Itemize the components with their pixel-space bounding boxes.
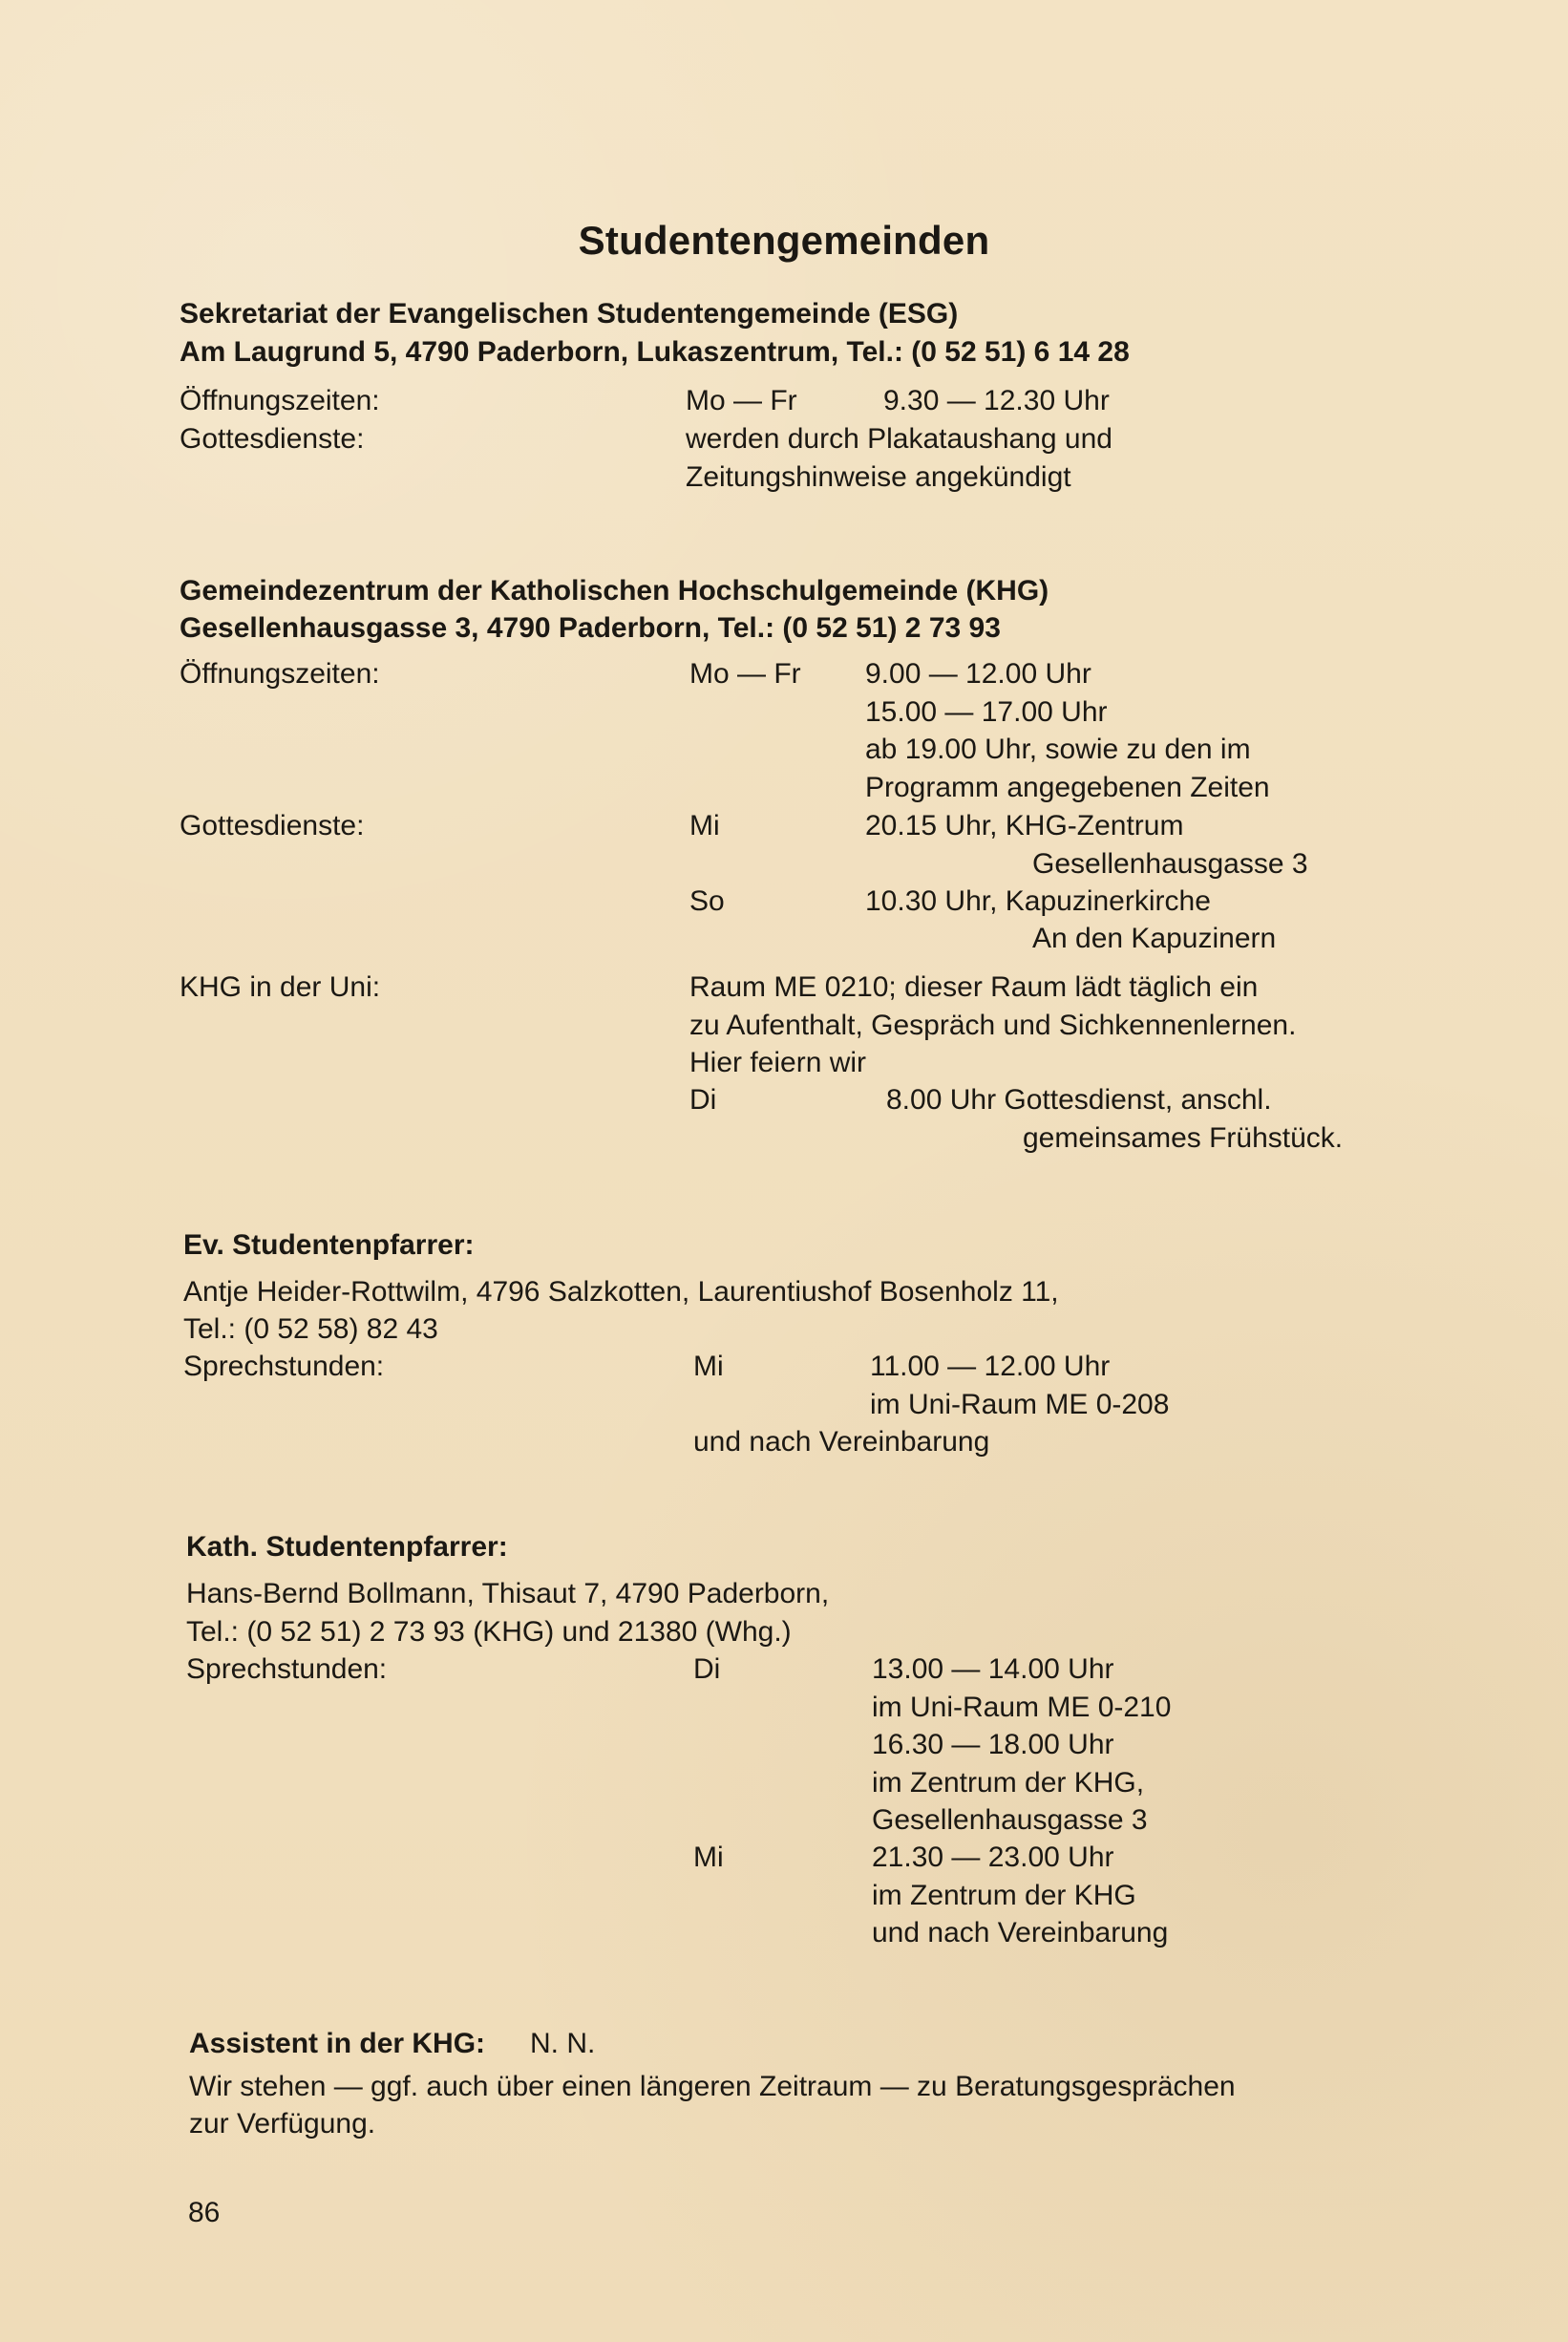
assistant-label: Assistent in der KHG:: [189, 2028, 486, 2059]
khg-uni-text-2: zu Aufenthalt, Gespräch und Sichkennenlernen.: [689, 1010, 1297, 1041]
esg-services-text-2: Zeitungshinweise angekündigt: [686, 461, 1071, 493]
khg-opening-hours-1: 9.00 — 12.00 Uhr: [865, 658, 1091, 690]
khg-opening-hours-4: Programm angegebenen Zeiten: [865, 772, 1270, 803]
esg-services-label: Gottesdienste:: [180, 423, 365, 455]
page-number: 86: [188, 2197, 221, 2228]
kath-pastor-time-1: 13.00 — 14.00 Uhr: [872, 1653, 1114, 1685]
assistant-text-2: zur Verfügung.: [189, 2108, 376, 2140]
kath-pastor-time-3: 21.30 — 23.00 Uhr: [872, 1842, 1114, 1873]
khg-uni-text-1: Raum ME 0210; dieser Raum lädt täglich ein: [689, 971, 1259, 1003]
page-title: Studentengemeinden: [578, 218, 990, 263]
kath-pastor-heading: Kath. Studentenpfarrer:: [186, 1531, 508, 1563]
khg-opening-hours-2: 15.00 — 17.00 Uhr: [865, 696, 1108, 728]
esg-heading-line2: Am Laugrund 5, 4790 Paderborn, Lukaszentrum, Tel.: (0 52 51) 6 14 28: [180, 336, 1130, 368]
kath-pastor-place-2: im Zentrum der KHG,: [872, 1767, 1145, 1799]
kath-pastor-hours-label: Sprechstunden:: [186, 1653, 388, 1685]
khg-opening-days: Mo — Fr: [689, 658, 801, 690]
esg-services-text-1: werden durch Plakataushang und: [686, 423, 1112, 455]
khg-uni-time-2: gemeinsames Frühstück.: [1023, 1122, 1344, 1154]
kath-pastor-place-1: im Uni-Raum ME 0-210: [872, 1692, 1172, 1723]
ev-pastor-hours-time: 11.00 — 12.00 Uhr: [870, 1351, 1111, 1382]
khg-uni-time: 8.00 Uhr Gottesdienst, anschl.: [886, 1084, 1272, 1116]
khg-services-time-1: 20.15 Uhr, KHG-Zentrum: [865, 810, 1184, 841]
assistant-value: N. N.: [530, 2028, 596, 2059]
kath-pastor-phone: Tel.: (0 52 51) 2 73 93 (KHG) und 21380 (Whg.): [186, 1616, 792, 1648]
kath-pastor-day-1: Di: [693, 1653, 721, 1685]
kath-pastor-name-address: Hans-Bernd Bollmann, Thisaut 7, 4790 Paderborn,: [186, 1578, 830, 1609]
kath-pastor-place-3: Gesellenhausgasse 3: [872, 1804, 1148, 1836]
assistant-text-1: Wir stehen — ggf. auch über einen längeren Zeitraum — zu Beratungsgesprächen: [189, 2071, 1236, 2102]
khg-services-day-2: So: [689, 885, 725, 917]
khg-services-day-1: Mi: [689, 810, 720, 841]
khg-heading-line1: Gemeindezentrum der Katholischen Hochschulgemeinde (KHG): [180, 575, 1049, 607]
ev-pastor-name-address: Antje Heider-Rottwilm, 4796 Salzkotten, Laurentiushof Bosenholz 11,: [183, 1276, 1059, 1308]
kath-pastor-place-4: im Zentrum der KHG: [872, 1880, 1136, 1911]
khg-uni-label: KHG in der Uni:: [180, 971, 381, 1003]
khg-uni-text-3: Hier feiern wir: [689, 1047, 867, 1078]
esg-opening-hours: 9.30 — 12.30 Uhr: [883, 385, 1110, 416]
esg-opening-days: Mo — Fr: [686, 385, 797, 416]
esg-heading-line1: Sekretariat der Evangelischen Studentengemeinde (ESG): [180, 298, 959, 330]
esg-opening-label: Öffnungszeiten:: [180, 385, 380, 416]
khg-services-label: Gottesdienste:: [180, 810, 365, 841]
khg-services-time-2: 10.30 Uhr, Kapuzinerkirche: [865, 885, 1211, 917]
ev-pastor-hours-place: im Uni-Raum ME 0-208: [870, 1389, 1170, 1420]
ev-pastor-phone: Tel.: (0 52 58) 82 43: [183, 1313, 438, 1345]
ev-pastor-hours-more: und nach Vereinbarung: [693, 1426, 990, 1458]
khg-uni-day: Di: [689, 1084, 717, 1116]
khg-services-location-1: Gesellenhausgasse 3: [1032, 848, 1308, 880]
khg-opening-hours-3: ab 19.00 Uhr, sowie zu den im: [865, 734, 1251, 765]
ev-pastor-heading: Ev. Studentenpfarrer:: [183, 1229, 475, 1261]
kath-pastor-time-2: 16.30 — 18.00 Uhr: [872, 1729, 1114, 1760]
khg-opening-label: Öffnungszeiten:: [180, 658, 380, 690]
khg-services-location-2: An den Kapuzinern: [1032, 923, 1277, 954]
ev-pastor-hours-label: Sprechstunden:: [183, 1351, 385, 1382]
ev-pastor-hours-day: Mi: [693, 1351, 724, 1382]
khg-heading-line2: Gesellenhausgasse 3, 4790 Paderborn, Tel.: (0 52 51) 2 73 93: [180, 612, 1001, 644]
kath-pastor-day-2: Mi: [693, 1842, 724, 1873]
kath-pastor-place-5: und nach Vereinbarung: [872, 1917, 1169, 1948]
